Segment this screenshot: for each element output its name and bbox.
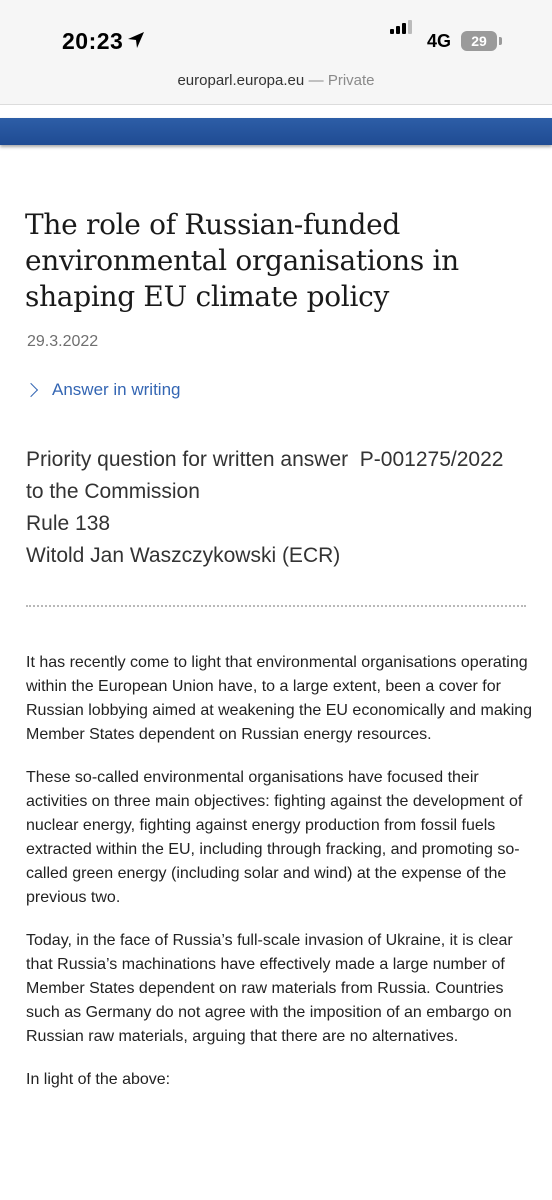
answer-link-label[interactable]: Answer in writing (52, 380, 181, 399)
chevron-right-icon (24, 383, 38, 397)
battery-icon: 29 (461, 31, 497, 51)
paragraph: These so-called environmental organisations have focused their activities on three main objectives: fighting against the development of nuclear energy, fighting against energy production from fossil fuels extracted within the EU, including through fracking, and promoting so-called green energy (including solar and wind) at the expense of the previous two. (26, 769, 523, 906)
answer-in-writing-link[interactable] (24, 380, 181, 400)
question-author: Witold Jan Waszczykowski (ECR) (26, 544, 341, 567)
question-addressee: to the Commission (26, 480, 200, 503)
dotted-divider (26, 605, 526, 607)
paragraph: Today, in the face of Russia’s full-scale invasion of Ukraine, it is clear that Russia’s machinations have effectively made a large number of Member States dependent on raw materials from Russia. Countries such as Germany do not agree with the imposition of an embargo on Russian raw materials, arguing that there are no alternatives. (26, 932, 513, 1045)
question-type: Priority question for written answer P-001275/2022 (26, 448, 504, 471)
question-body (26, 651, 536, 1111)
question-date: 29.3.2022 (27, 333, 99, 350)
site-header-bar (0, 118, 552, 145)
question-meta (26, 444, 503, 572)
question-rule: Rule 138 (26, 512, 111, 535)
paragraph: In light of the above: (26, 1071, 171, 1088)
status-bar (0, 0, 552, 64)
private-label: — Private (308, 72, 375, 89)
location-arrow-icon (126, 30, 146, 50)
paragraph: It has recently come to light that environmental organisations operating within the European Union have, to a large extent, been a cover for Russian lobbying aimed at weakening the EU economically and making Member States dependent on Russian energy resources. (26, 654, 533, 743)
clock: 20:23 (62, 28, 124, 54)
network-type: 4G (427, 31, 452, 51)
battery-cap (499, 37, 502, 45)
url-domain[interactable]: europarl.europa.eu (177, 72, 305, 89)
address-bar[interactable] (0, 64, 552, 105)
page-title: The role of Russian-funded environmental organisations in shaping EU climate policy (25, 208, 459, 313)
